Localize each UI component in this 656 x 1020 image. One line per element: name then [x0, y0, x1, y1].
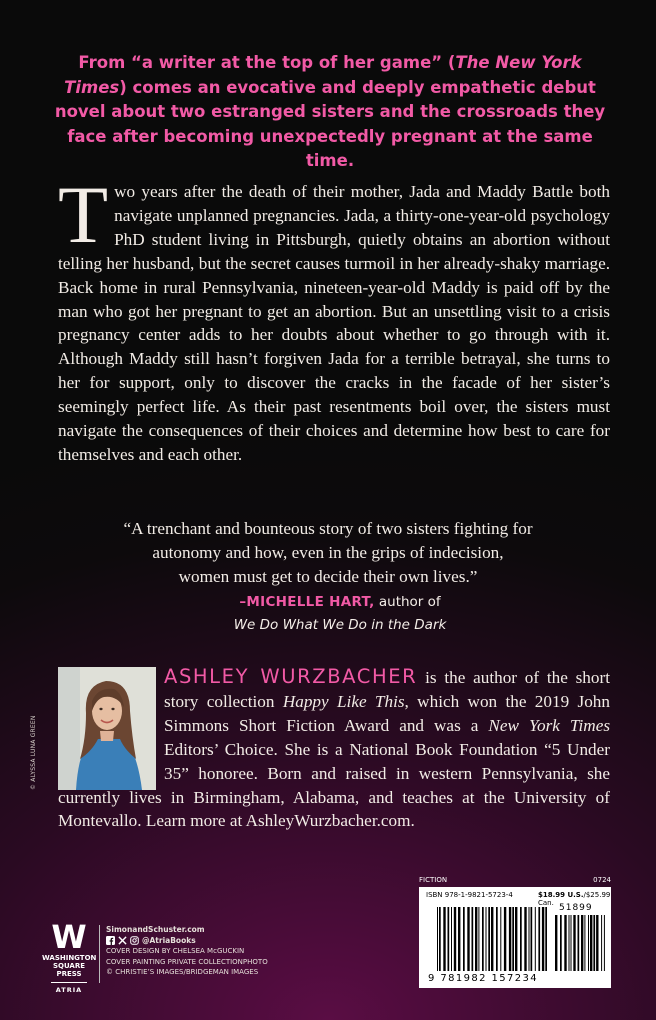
barcode-bar: [520, 907, 522, 971]
barcode-bar: [443, 907, 445, 971]
barcode-bar: [512, 907, 514, 971]
photo-credit: © ALYSSA LUNA GREEN: [30, 715, 37, 790]
instagram-icon: [130, 936, 139, 945]
tagline-rest: comes an evocative and deeply empathetic debut novel about two estranged sisters and the crossroads they face after becoming unexpectedly pregnant at the same time.: [54, 77, 606, 170]
barcode-bar: [488, 907, 490, 971]
tagline: [50, 51, 610, 174]
bio-text-3: Editors’ Choice. She is a National Book Foundation “5 Under 35” honoree. Born and raised in western Pennsylvania, she currently lives in Birmingham, Alabama, and teaches at the University of Montevallo. Learn more at AshleyWurzbacher.com.: [58, 739, 610, 831]
barcode-bar: [545, 907, 547, 971]
review-quote: [60, 517, 596, 589]
addon-bar: [564, 915, 566, 971]
addon-bar: [571, 915, 572, 971]
book-description: [58, 169, 610, 467]
barcode-bar: [486, 907, 487, 971]
barcode-bar: [439, 907, 441, 971]
barcode-bar: [448, 907, 450, 971]
addon-bar: [578, 915, 580, 971]
addon-bar: [601, 915, 602, 971]
bio-nyt: New York Times: [488, 715, 611, 735]
author-bio: [58, 665, 610, 833]
addon-bar: [584, 915, 585, 971]
addon-bar: [573, 915, 575, 971]
drop-cap: T: [58, 169, 109, 260]
barcode-bar: [535, 907, 536, 971]
social-handle: @AtriaBooks: [142, 935, 196, 945]
quote-line-2: autonomy and how, even in the grips of indecision,: [152, 543, 504, 562]
barcode-bar: [515, 907, 517, 971]
barcode-bar: [482, 907, 484, 971]
barcode-bar: [531, 907, 533, 971]
barcode-bar: [529, 907, 530, 971]
quote-author-book: We Do What We Do in the Dark: [233, 617, 447, 633]
cover-image-credit: © CHRISTIE’S IMAGES/BRIDGEMAN IMAGES: [106, 968, 259, 976]
barcode-bar: [472, 907, 474, 971]
print-code: 0724: [593, 876, 611, 884]
publisher-website: SimonandSchuster.com: [106, 925, 205, 934]
barcode-bar: [509, 907, 511, 971]
barcode-bar: [467, 907, 469, 971]
price-us: $18.99 U.S.: [538, 891, 584, 899]
barcode-bar: [463, 907, 465, 971]
imprint-name: ATRIA: [55, 986, 83, 994]
publisher-divider: [99, 925, 100, 983]
addon-bar: [569, 915, 570, 971]
genre-label: FICTION: [419, 876, 448, 884]
tagline-line1-start: From “a writer at the top of her game” (: [78, 53, 456, 72]
price-can: /$25.99 Can.: [538, 891, 611, 907]
addon-bar: [581, 915, 583, 971]
publisher-info: [106, 925, 326, 978]
barcode-bar: [454, 907, 456, 971]
barcode-panel: [419, 887, 611, 988]
author-name: ASHLEY WURZBACHER: [164, 665, 418, 688]
cover-painting-credit: COVER PAINTING PRIVATE COLLECTIONPHOTO: [106, 957, 268, 966]
addon-bar: [596, 915, 598, 971]
barcode-bar: [542, 907, 544, 971]
quote-author-of: author of: [378, 594, 441, 610]
quote-author: –MICHELLE HART,: [239, 594, 375, 610]
quote-line-1: “A trenchant and bounteous story of two sisters fighting for: [123, 519, 533, 538]
publisher-logo-name: WASHINGTON SQUARE PRESS: [42, 954, 97, 978]
publisher-logo: [42, 918, 97, 994]
tagline-source: The New York Times: [64, 53, 582, 97]
bio-book-title: Happy Like This: [282, 691, 405, 711]
social-row: [106, 936, 326, 947]
bio-text-1: is the author of the short story collection: [164, 668, 610, 711]
barcode-bar: [504, 907, 506, 971]
addon-bar: [555, 915, 557, 971]
description-text: wo years after the death of their mother, Jada and Maddy Battle both navigate unplanned pregnancies. Jada, a thirty-one-year-old psychology PhD student living in Pittsburgh, quietly obtains an abortion without telling her husband, but the secret causes turmoil in her already-shaky marriage. Back home in rural Pennsylvania, nineteen-year-old Maddy is paid off by the man who got her pregnant to get an abortion. But an unsettling visit to a crisis pregnancy center adds to her doubts about whether to go through with it. Although Maddy still hasn’t forgiven Jada for a terrible betrayal, she turns to her for support, only to discover the cracks in the facade of her sister’s seemingly perfect life. As their past resentments boil over, the sisters must navigate the consequences of their choices and determine how best to care for themselves and each other.: [58, 182, 610, 464]
barcode-block: [419, 876, 611, 988]
cover-design-credit: COVER DESIGN BY CHELSEA McGUCKIN: [106, 947, 245, 955]
barcode-bar: [475, 907, 477, 971]
barcode-bar: [458, 907, 460, 971]
publisher-logo-letter: W: [51, 918, 87, 956]
bio-text-2: , which won the 2019 John Simmons Short Fiction Award and was a: [164, 691, 610, 735]
facebook-icon: [106, 936, 115, 945]
quote-line-3: women must get to decide their own lives.”: [178, 567, 478, 586]
addon-bar: [588, 915, 589, 971]
addon-bar: [604, 915, 605, 971]
isbn-text: ISBN 978-1-9821-5723-4: [426, 891, 513, 899]
barcode-bar: [496, 907, 498, 971]
barcode-bar: [538, 907, 540, 971]
barcode-bar: [478, 907, 479, 971]
tagline-line1-end: ): [119, 77, 127, 97]
addon-bar: [560, 915, 562, 971]
barcode-bar: [437, 907, 438, 971]
ean-number: 9 781982 157234: [428, 973, 539, 984]
addon-bar: [593, 915, 595, 971]
x-icon: [118, 936, 127, 945]
quote-attribution: [190, 591, 490, 637]
barcode-bar: [491, 907, 493, 971]
barcode-bar: [451, 907, 452, 971]
barcode-bar: [500, 907, 501, 971]
barcode-bar: [524, 907, 526, 971]
addon-number: 51899: [559, 903, 593, 913]
addon-bar: [590, 915, 592, 971]
